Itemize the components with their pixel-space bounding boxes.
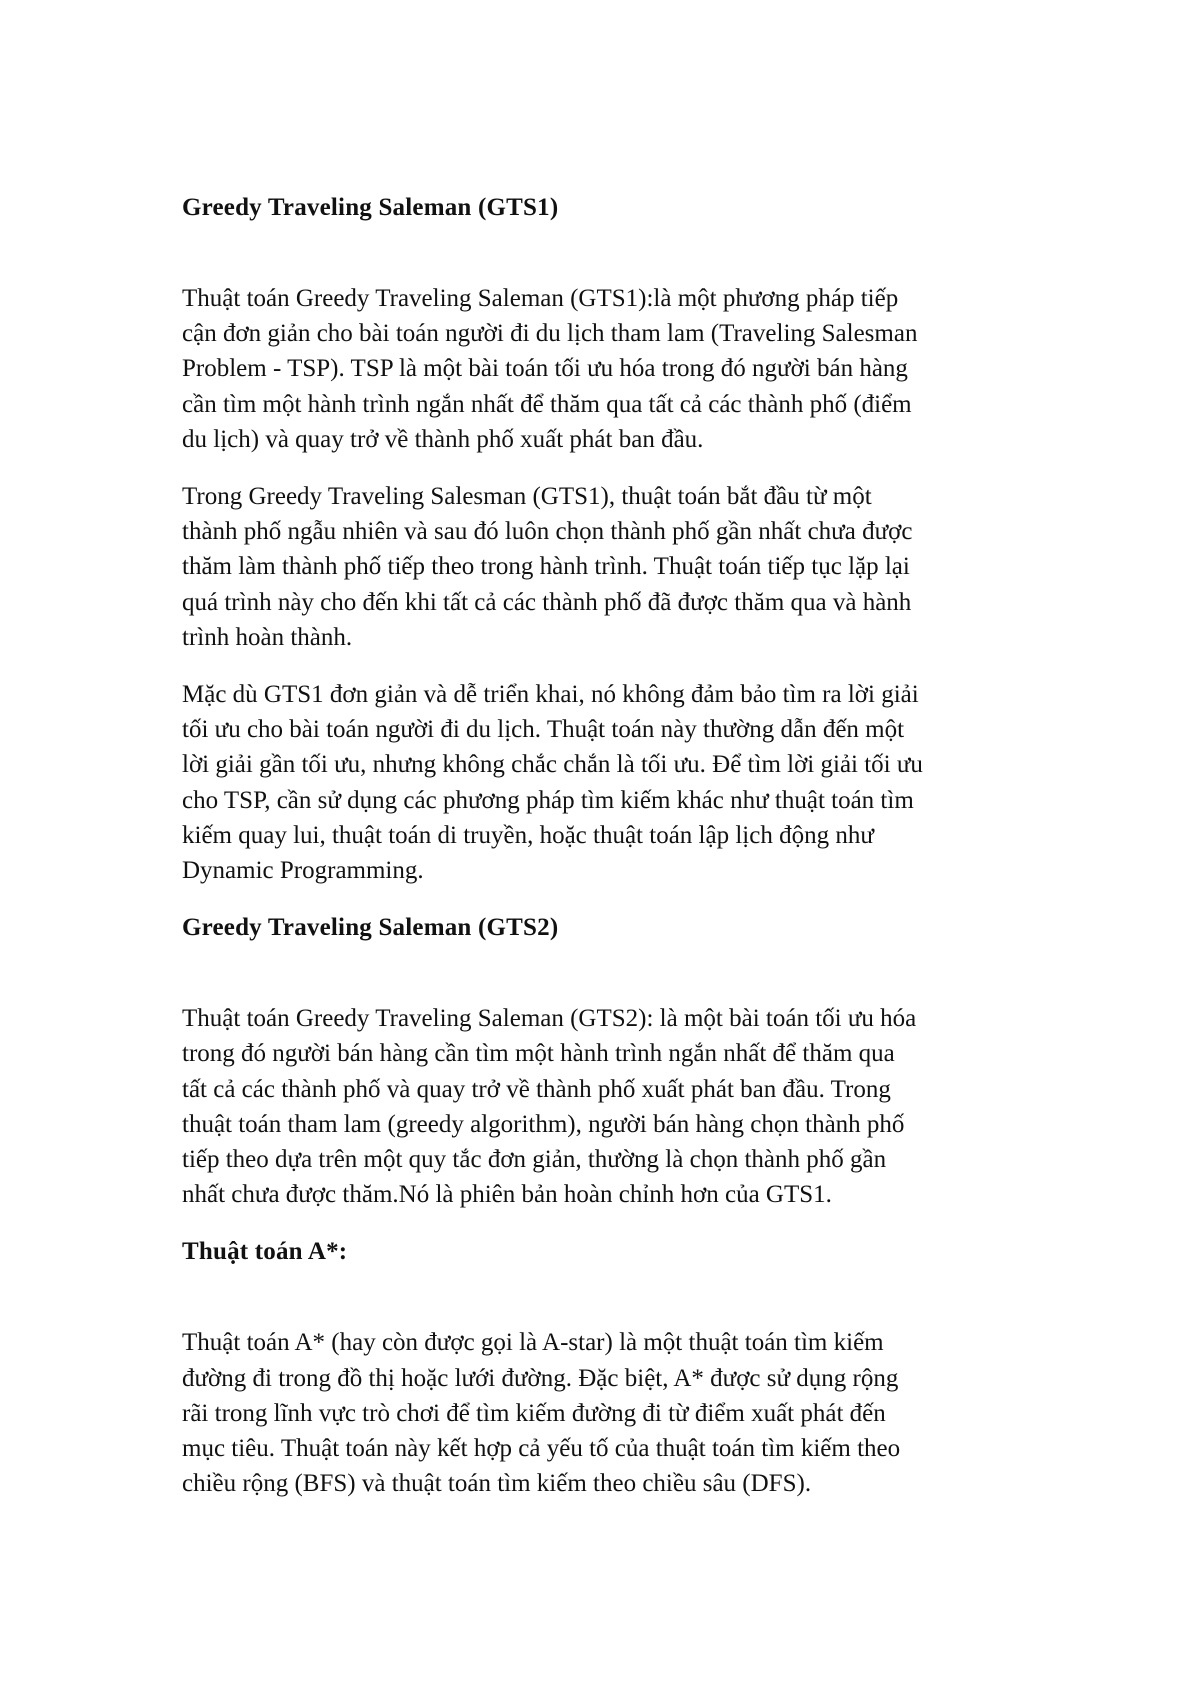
text-line: Trong Greedy Traveling Salesman (GTS1), thuật toán bắt đầu từ một [182, 483, 872, 511]
text-line: Thuật toán Greedy Traveling Saleman (GTS2): là một bài toán tối ưu hóa [182, 1005, 917, 1033]
paragraph-gts2-description [182, 1001, 1042, 1212]
text-line: thành phố ngẫu nhiên và sau đó luôn chọn thành phố gần nhất chưa được [182, 518, 913, 546]
text-line: tiếp theo dựa trên một quy tắc đơn giản, thường là chọn thành phố gần [182, 1146, 887, 1174]
paragraph-gts1-limitations [182, 677, 1042, 888]
text-line: kiếm quay lui, thuật toán di truyền, hoặc thuật toán lập lịch động như [182, 821, 874, 849]
document-content [182, 190, 1042, 1501]
section-heading-gts2: Greedy Traveling Saleman (GTS2) [182, 914, 559, 942]
text-line: trình hoàn thành. [182, 623, 353, 651]
text-line: du lịch) và quay trở về thành phố xuất phát ban đầu. [182, 425, 704, 453]
text-line: cần tìm một hành trình ngắn nhất để thăm qua tất cả các thành phố (điểm [182, 390, 912, 418]
text-line: đường đi trong đồ thị hoặc lưới đường. Đặc biệt, A* được sử dụng rộng [182, 1364, 899, 1392]
text-line: thuật toán tham lam (greedy algorithm), người bán hàng chọn thành phố [182, 1110, 905, 1138]
text-line: rãi trong lĩnh vực trò chơi để tìm kiếm đường đi từ điểm xuất phát đến [182, 1399, 886, 1427]
text-line: thăm làm thành phố tiếp theo trong hành trình. Thuật toán tiếp tục lặp lại [182, 553, 910, 581]
text-line: chiều rộng (BFS) và thuật toán tìm kiếm theo chiều sâu (DFS). [182, 1470, 812, 1498]
text-line: quá trình này cho đến khi tất cả các thành phố đã được thăm qua và hành [182, 588, 912, 616]
text-line: Mặc dù GTS1 đơn giản và dễ triển khai, nó không đảm bảo tìm ra lời giải [182, 681, 919, 709]
text-line: Thuật toán Greedy Traveling Saleman (GTS1):là một phương pháp tiếp [182, 285, 899, 312]
section-heading-astar: Thuật toán A*: [182, 1238, 348, 1266]
text-line: lời giải gần tối ưu, nhưng không chắc chắn là tối ưu. Để tìm lời giải tối ưu [182, 751, 923, 779]
text-line: trong đó người bán hàng cần tìm một hành trình ngắn nhất để thăm qua [182, 1040, 895, 1068]
text-line: Dynamic Programming. [182, 857, 424, 885]
text-line: Thuật toán A* (hay còn được gọi là A-star) là một thuật toán tìm kiếm [182, 1329, 884, 1357]
text-line: mục tiêu. Thuật toán này kết hợp cả yếu tố của thuật toán tìm kiếm theo [182, 1435, 901, 1463]
text-line: tối ưu cho bài toán người đi du lịch. Thuật toán này thường dẫn đến một [182, 716, 905, 744]
section-heading-gts1: Greedy Traveling Saleman (GTS1) [182, 194, 559, 221]
text-line: cận đơn giản cho bài toán người đi du lịch tham lam (Traveling Salesman [182, 320, 918, 348]
text-line: cho TSP, cần sử dụng các phương pháp tìm kiếm khác như thuật toán tìm [182, 786, 914, 814]
text-line: nhất chưa được thăm.Nó là phiên bản hoàn chỉnh hơn của GTS1. [182, 1181, 832, 1209]
text-line: Problem - TSP). TSP là một bài toán tối ưu hóa trong đó người bán hàng [182, 355, 908, 383]
text-line: tất cả các thành phố và quay trở về thành phố xuất phát ban đầu. Trong [182, 1075, 891, 1103]
paragraph-astar-description [182, 1325, 1042, 1501]
paragraph-gts1-intro [182, 281, 1042, 457]
paragraph-gts1-process [182, 479, 1042, 655]
